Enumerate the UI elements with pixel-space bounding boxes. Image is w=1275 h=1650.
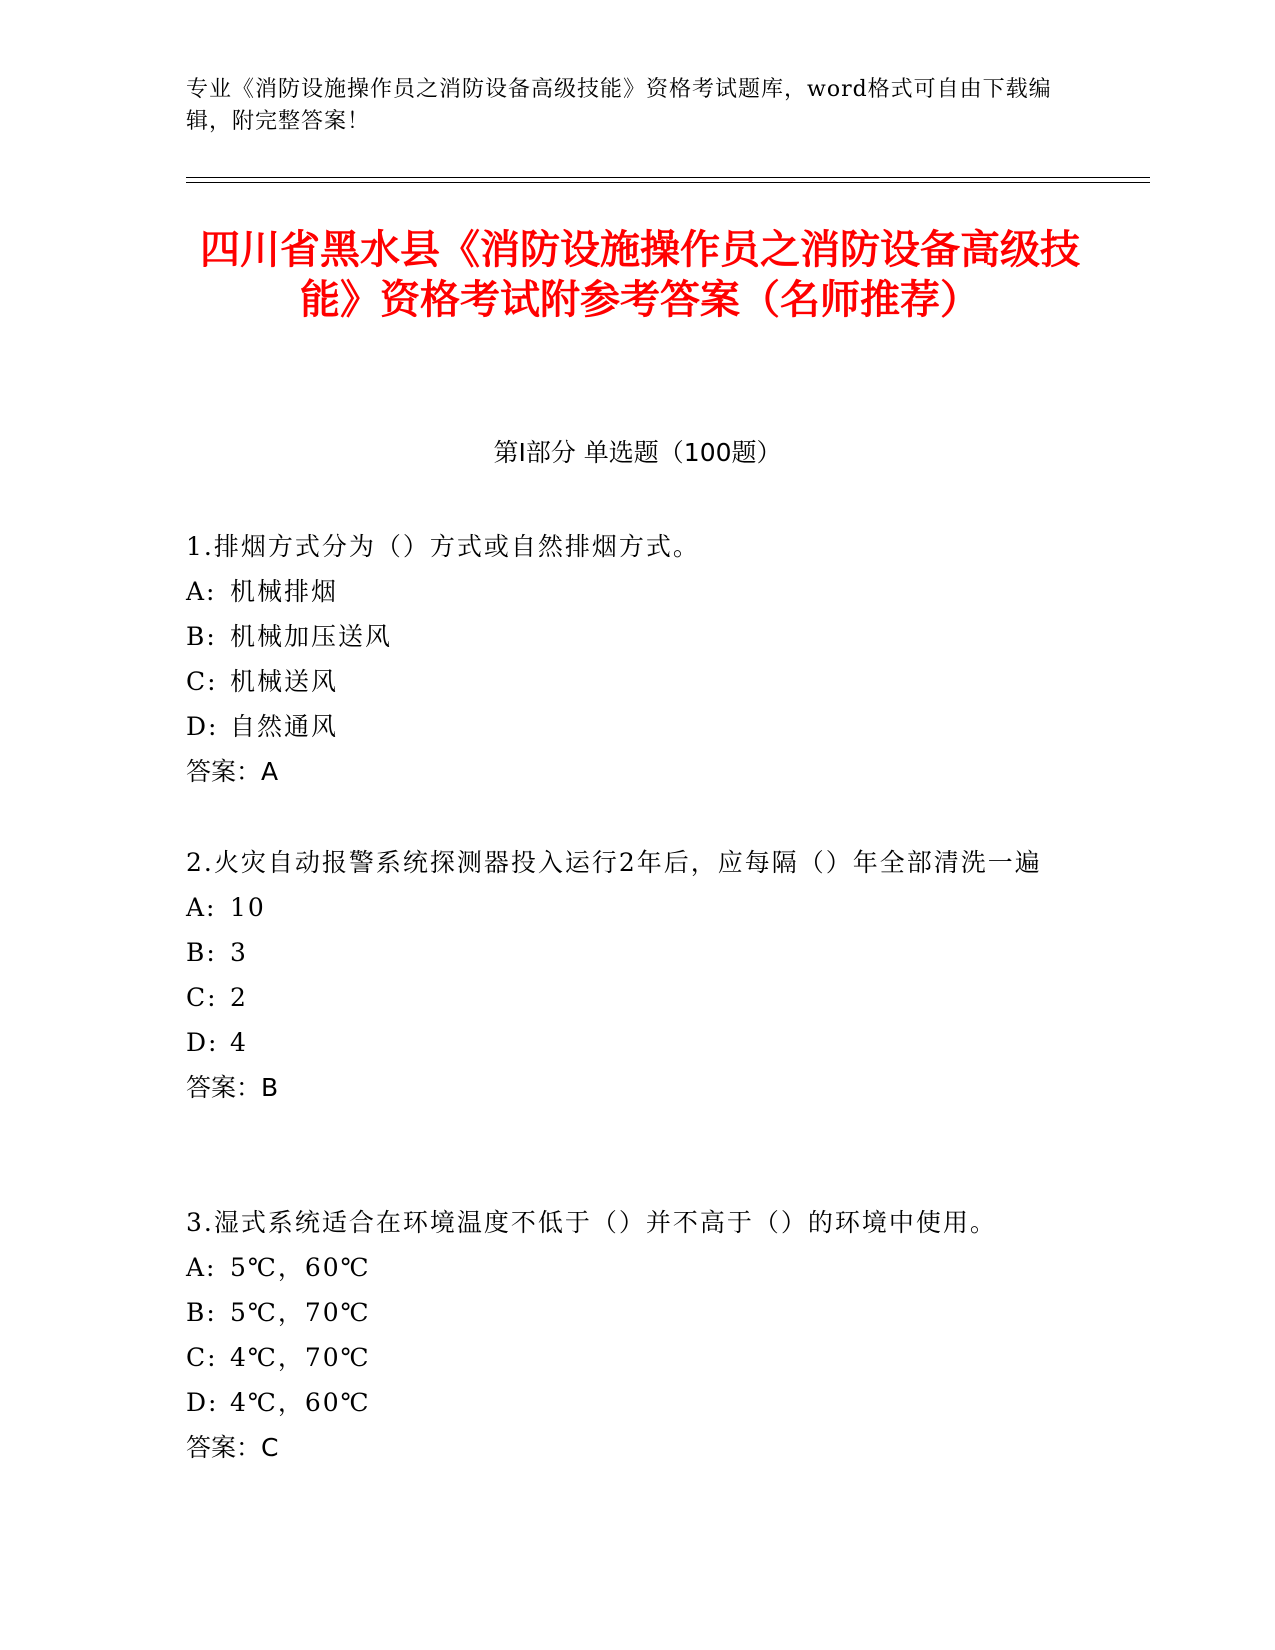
header-rule-bottom [186, 182, 1150, 183]
question-stem: 2.火灾自动报警系统探测器投入运行2年后，应每隔（）年全部清洗一遍 [186, 848, 1042, 877]
option-a [186, 1245, 1066, 1290]
option-key: D: [186, 1028, 219, 1057]
header-rule-top [186, 177, 1150, 178]
option-text: 5℃，70℃ [230, 1298, 371, 1327]
option-text: 自然通风 [230, 712, 339, 741]
option-b [186, 930, 1066, 975]
option-text: 10 [230, 893, 266, 922]
option-key: A: [186, 893, 217, 922]
question-stem: 3.湿式系统适合在环境温度不低于（）并不高于（）的环境中使用。 [186, 1208, 997, 1237]
option-d [186, 1020, 1066, 1065]
option-b [186, 614, 1066, 659]
option-b [186, 1290, 1066, 1335]
option-text: 4℃，70℃ [230, 1343, 371, 1372]
header-note: 专业《消防设施操作员之消防设备高级技能》资格考试题库，word格式可自由下载编辑，附完整答案！ [186, 77, 1052, 134]
option-key: B: [186, 1298, 217, 1327]
option-text: 5℃，60℃ [230, 1253, 371, 1282]
answer-line [186, 749, 1066, 794]
option-text: 4 [230, 1028, 248, 1057]
option-key: B: [186, 622, 217, 651]
option-key: D: [186, 1388, 219, 1417]
answer-line [186, 1425, 1066, 1470]
option-key: C: [186, 983, 218, 1012]
option-text: 机械送风 [230, 667, 339, 696]
option-key: A: [186, 1253, 217, 1282]
option-key: C: [186, 1343, 218, 1372]
option-d [186, 1380, 1066, 1425]
question-stem: 1.排烟方式分为（）方式或自然排烟方式。 [186, 532, 700, 561]
answer-label: 答案： [186, 1073, 262, 1102]
option-text: 机械加压送风 [230, 622, 393, 651]
option-text: 机械排烟 [230, 577, 339, 606]
document-title: 四川省黑水县《消防设施操作员之消防设备高级技能》资格考试附参考答案（名师推荐） [200, 227, 1080, 323]
option-text: 2 [230, 983, 248, 1012]
option-key: B: [186, 938, 217, 967]
option-key: D: [186, 712, 219, 741]
answer-line [186, 1065, 1066, 1110]
question-3 [186, 1200, 1066, 1470]
answer-value: A [261, 757, 279, 786]
option-key: A: [186, 577, 217, 606]
option-key: C: [186, 667, 218, 696]
question-2 [186, 840, 1066, 1110]
option-c [186, 975, 1066, 1020]
answer-value: C [261, 1433, 279, 1462]
option-c [186, 659, 1066, 704]
answer-label: 答案： [186, 757, 262, 786]
answer-value: B [261, 1073, 279, 1102]
option-c [186, 1335, 1066, 1380]
answer-label: 答案： [186, 1433, 262, 1462]
option-a [186, 885, 1066, 930]
option-text: 3 [230, 938, 248, 967]
question-1 [186, 524, 1066, 794]
option-a [186, 569, 1066, 614]
option-d [186, 704, 1066, 749]
option-text: 4℃，60℃ [230, 1388, 371, 1417]
section-title: 第Ⅰ部分 单选题（100题） [493, 438, 782, 467]
